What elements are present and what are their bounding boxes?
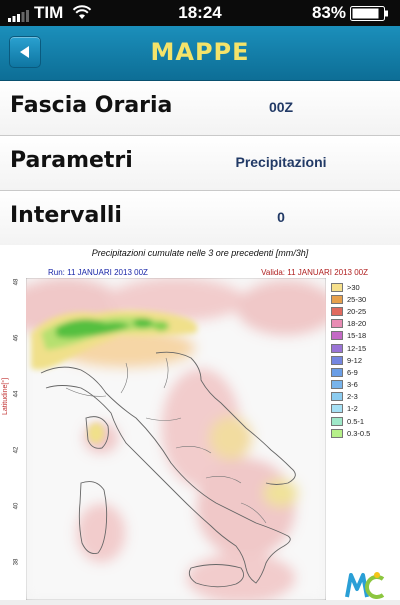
legend-swatch [331, 295, 343, 304]
y-tick: 44 [13, 390, 20, 398]
legend-swatch [331, 392, 343, 401]
legend-swatch [331, 319, 343, 328]
map-run-label: Run: 11 JANUARI 2013 00Z [48, 268, 148, 277]
y-tick: 48 [13, 278, 20, 286]
legend-item: 0.3-0.5 [331, 427, 381, 439]
map-legend [331, 281, 381, 439]
page-title: MAPPE [150, 38, 250, 66]
carrier-name: TIM [34, 3, 64, 22]
legend-item: 9-12 [331, 354, 381, 366]
row-label: Intervalli [10, 203, 122, 228]
legend-swatch [331, 307, 343, 316]
legend-swatch [331, 283, 343, 292]
status-bar [0, 0, 400, 26]
battery-icon [350, 6, 390, 26]
row-parametri[interactable] [0, 136, 400, 191]
legend-item: 2-3 [331, 391, 381, 403]
legend-item: 15-18 [331, 330, 381, 342]
y-tick: 38 [13, 558, 20, 566]
legend-swatch [331, 429, 343, 438]
battery-percent: 83% [311, 3, 346, 22]
legend-item: 3-6 [331, 379, 381, 391]
legend-item: 6-9 [331, 366, 381, 378]
y-tick: 42 [13, 446, 20, 454]
legend-swatch [331, 368, 343, 377]
status-time: 18:24 [178, 3, 222, 22]
row-fascia-oraria[interactable] [0, 81, 400, 136]
legend-item: 25-30 [331, 293, 381, 305]
y-tick: 46 [13, 334, 20, 342]
nav-bar [0, 26, 400, 81]
y-tick: 40 [13, 502, 20, 510]
precipitation-map[interactable] [0, 245, 400, 600]
legend-item: 1-2 [331, 403, 381, 415]
map-area [26, 278, 326, 600]
legend-item: 20-25 [331, 305, 381, 317]
legend-swatch [331, 356, 343, 365]
row-value: Precipitazioni [235, 154, 327, 170]
row-intervalli[interactable] [0, 191, 400, 246]
legend-swatch [331, 344, 343, 353]
row-label: Parametri [10, 148, 133, 173]
row-value: 00Z [268, 99, 294, 115]
legend-swatch [331, 417, 343, 426]
legend-item: 0.5-1 [331, 415, 381, 427]
meteo-logo-icon [343, 567, 387, 605]
row-value: 0 [277, 209, 285, 225]
y-axis-label: Latitudine[°] [2, 377, 9, 415]
row-label: Fascia Oraria [10, 93, 173, 118]
legend-swatch [331, 331, 343, 340]
map-title: Precipitazioni cumulate nelle 3 ore precedenti [mm/3h] [91, 248, 309, 258]
map-valid-label: Valida: 11 JANUARI 2013 00Z [261, 268, 368, 277]
legend-swatch [331, 404, 343, 413]
legend-swatch [331, 380, 343, 389]
legend-item: >30 [331, 281, 381, 293]
legend-item: 12-15 [331, 342, 381, 354]
legend-item: 18-20 [331, 318, 381, 330]
